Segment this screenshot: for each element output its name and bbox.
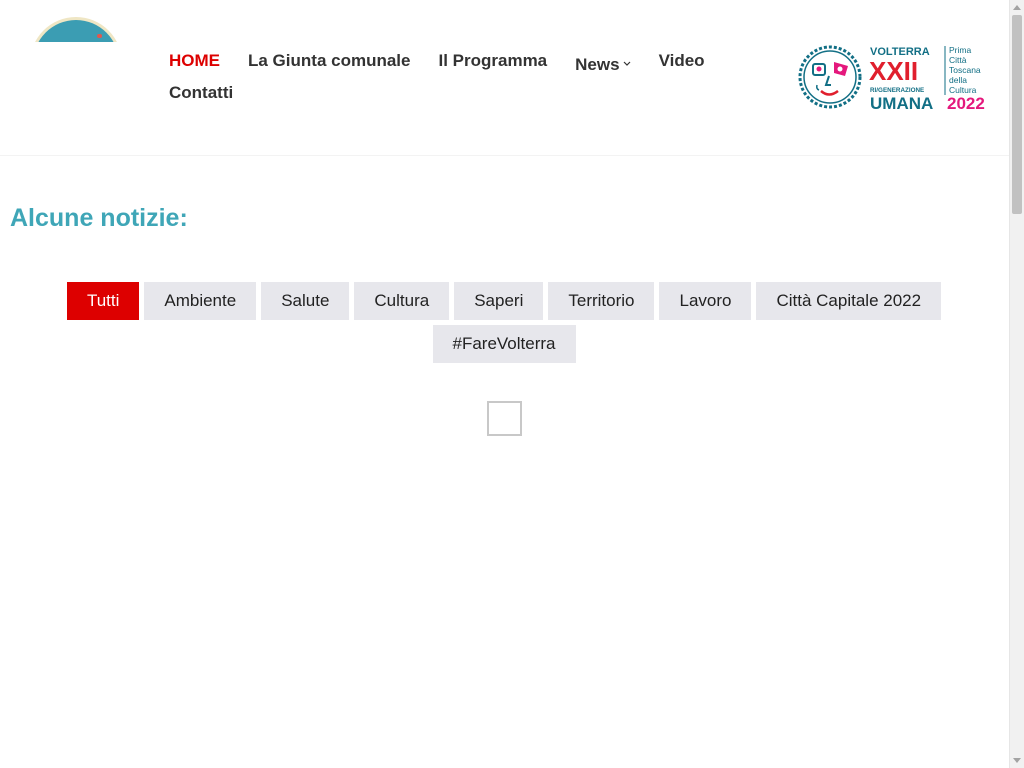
nav-item-contatti[interactable]: Contatti <box>169 83 234 102</box>
scroll-up-arrow-icon[interactable] <box>1013 5 1021 10</box>
main-nav <box>169 50 729 103</box>
logo-side-line-4: della <box>949 75 967 85</box>
scroll-down-arrow-icon[interactable] <box>1013 758 1021 763</box>
site-logo[interactable] <box>33 0 119 42</box>
filter-button-citta-capitale-2022[interactable]: Città Capitale 2022 <box>756 282 941 320</box>
logo-side-line-5: Cultura <box>949 85 977 95</box>
filter-button-ambiente[interactable]: Ambiente <box>144 282 256 320</box>
loading-spinner-icon <box>487 401 522 436</box>
filter-button-cultura[interactable]: Cultura <box>354 282 449 320</box>
filter-button-saperi[interactable]: Saperi <box>454 282 543 320</box>
nav-item-home[interactable]: HOME <box>169 51 220 70</box>
nav-item-news[interactable] <box>575 50 630 75</box>
filter-button-tutti[interactable]: Tutti <box>67 282 139 320</box>
logo-side-line-2: Città <box>949 55 967 65</box>
chevron-down-icon <box>623 50 631 71</box>
volterra-2022-logo[interactable] <box>796 43 992 113</box>
filter-button-salute[interactable]: Salute <box>261 282 349 320</box>
scrollbar-thumb[interactable] <box>1012 15 1022 214</box>
nav-item-programma[interactable]: Il Programma <box>438 51 548 70</box>
section-title: Alcune notizie: <box>10 204 188 232</box>
filter-button-farevolterra[interactable]: #FareVolterra <box>433 325 576 363</box>
logo-volterra-text: VOLTERRA <box>870 46 930 58</box>
logo-rigenerazione-text: RI/GENERAZIONE <box>870 87 925 94</box>
site-header <box>0 0 1009 156</box>
nav-item-video[interactable]: Video <box>658 51 705 70</box>
logo-year-text: 2022 <box>947 94 985 113</box>
filter-button-lavoro[interactable]: Lavoro <box>659 282 751 320</box>
nav-item-news-label: News <box>575 55 620 74</box>
logo-xxii-text: XXII <box>869 56 919 86</box>
logo-side-line-3: Toscana <box>949 65 981 75</box>
site-logo-detail <box>97 34 102 38</box>
logo-umana-text: UMANA <box>870 94 934 113</box>
logo-mascot-face-icon <box>800 47 860 107</box>
site-logo-disc <box>33 20 119 42</box>
nav-item-giunta-comunale[interactable]: La Giunta comunale <box>248 51 411 70</box>
filter-button-territorio[interactable]: Territorio <box>548 282 654 320</box>
category-filter-bar <box>60 282 948 363</box>
page-scrollbar[interactable] <box>1009 0 1024 768</box>
logo-side-line-1: Prima <box>949 45 972 55</box>
